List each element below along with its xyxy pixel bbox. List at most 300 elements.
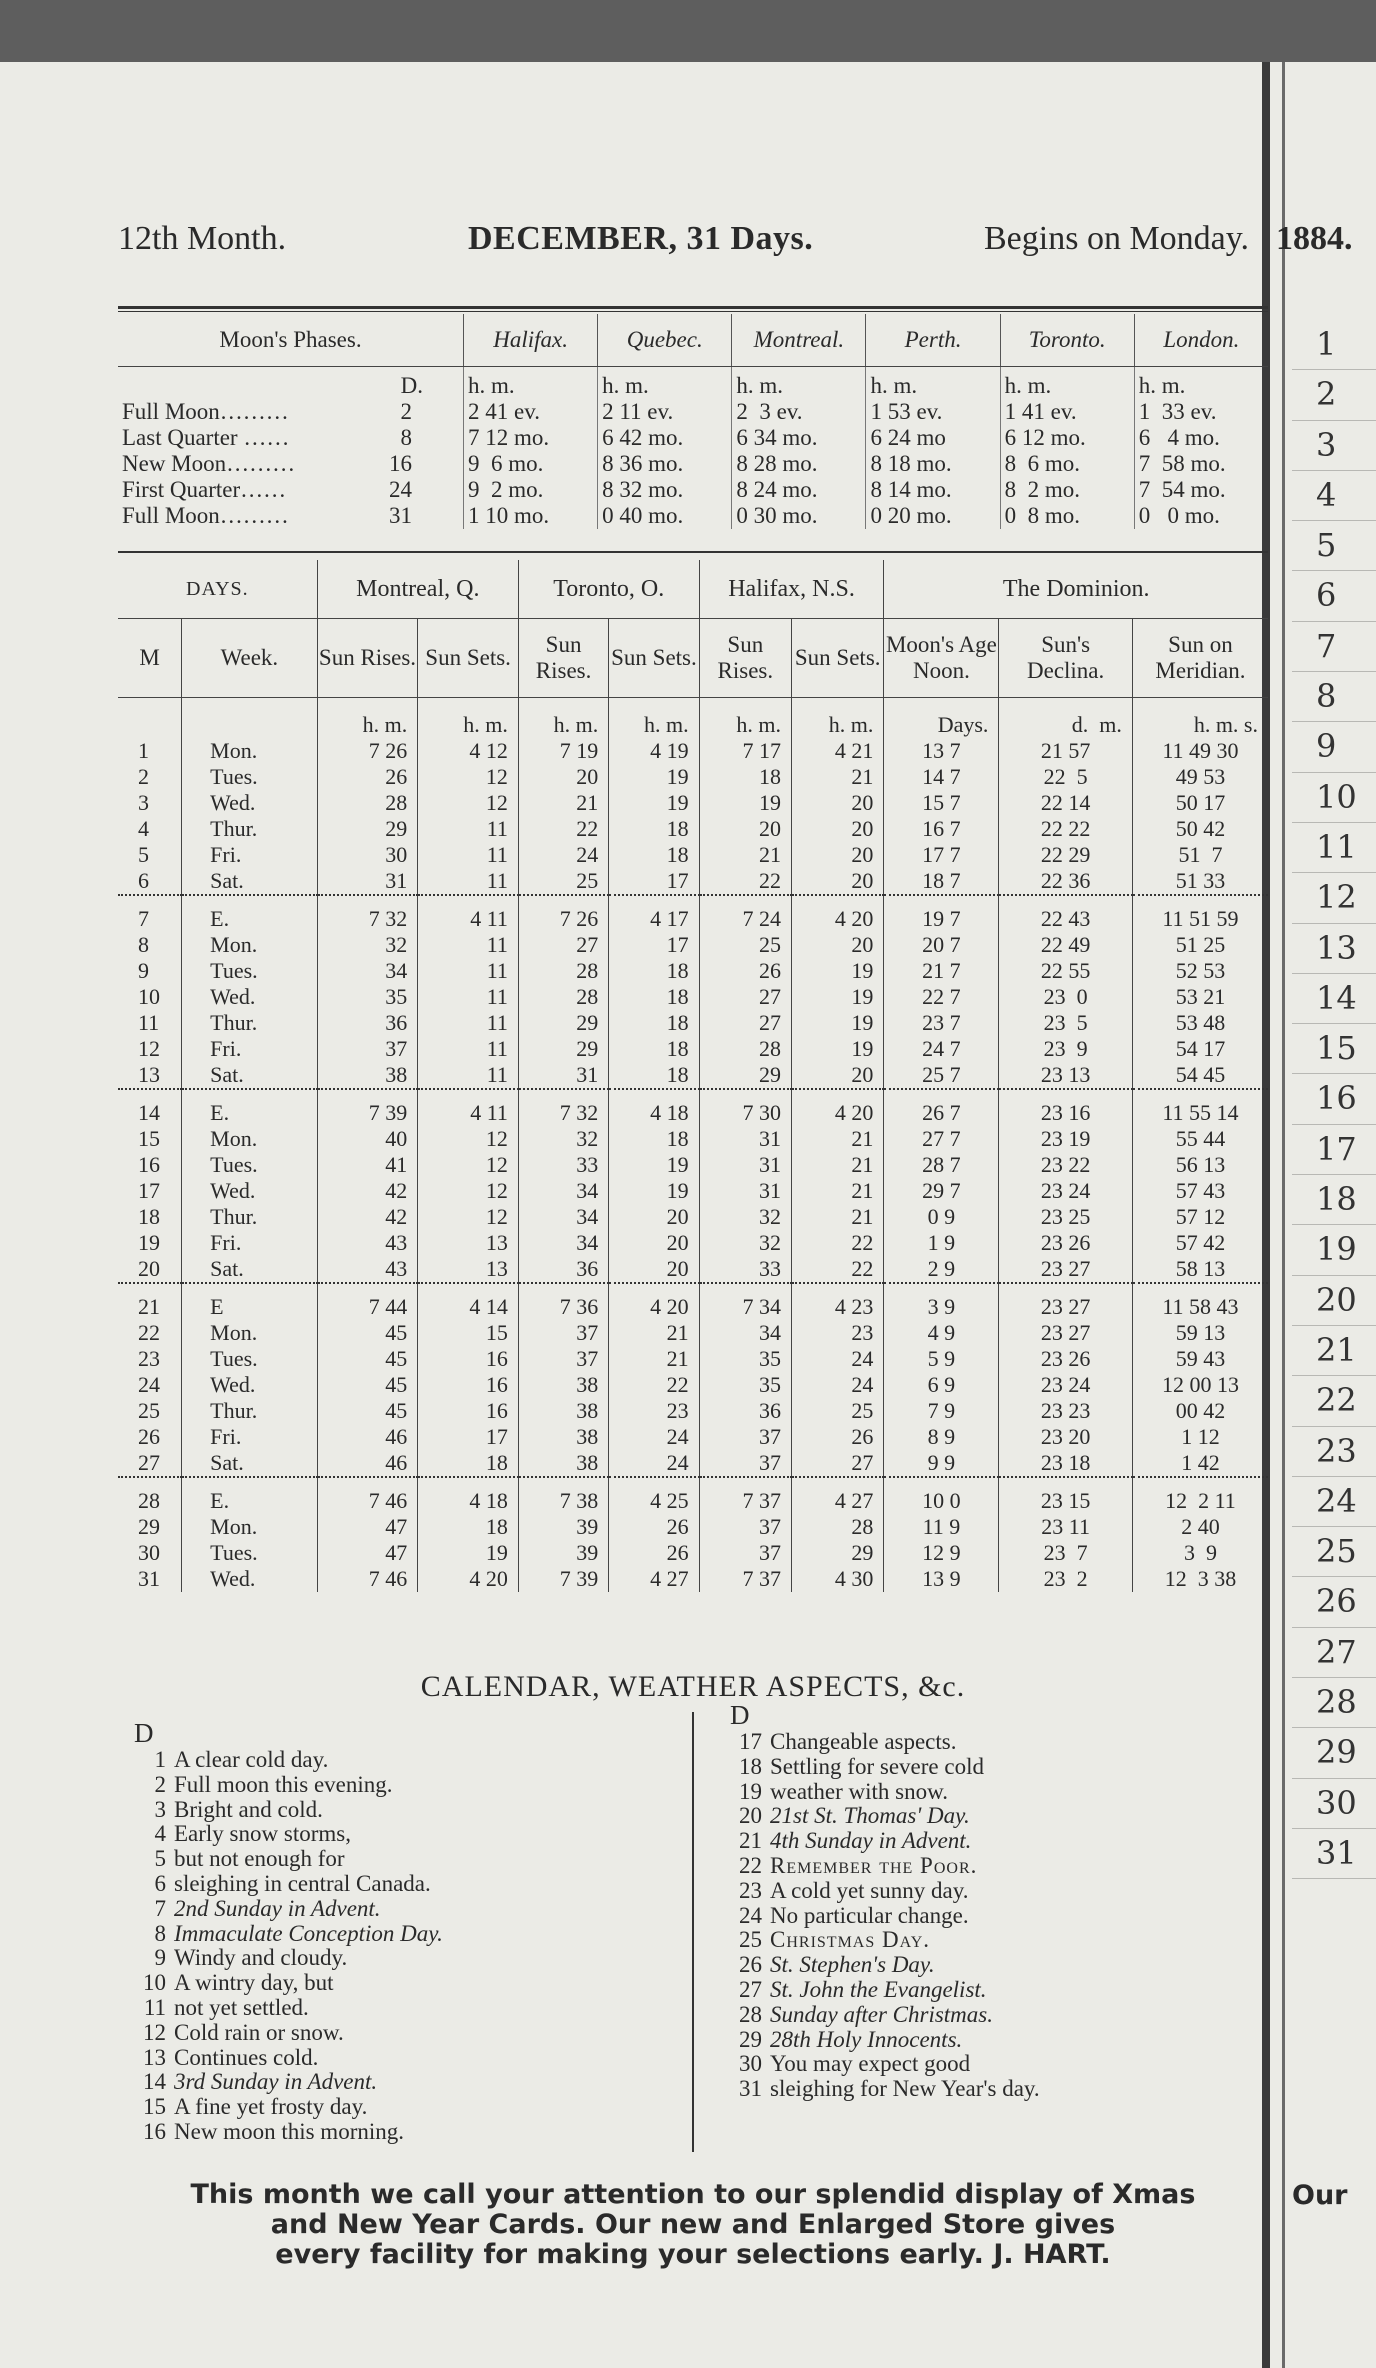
day-cell: 25 <box>699 932 791 958</box>
moon-phase-time: 1 33 ev. <box>1134 399 1268 425</box>
day-cell: 11 49 30 <box>1132 738 1268 764</box>
day-cell: 28 <box>518 984 608 1010</box>
city-perth: Perth. <box>866 314 1000 367</box>
day-cell: 28 <box>317 790 418 816</box>
day-cell: 7 19 <box>518 738 608 764</box>
ad-line-3: every facility for making your selections early. J. HART. <box>275 2239 1111 2270</box>
calendar-entry <box>134 2120 694 2145</box>
facing-page-number: 2 <box>1292 370 1376 420</box>
moon-phase-time: 7 58 mo. <box>1134 451 1268 477</box>
day-cell: 23 5 <box>999 1010 1132 1036</box>
moon-phase-cell <box>118 451 464 477</box>
calendar-text: Continues cold. <box>174 2044 319 2070</box>
calendar-text: No particular change. <box>770 1902 969 1928</box>
moon-phase-time: 8 24 mo. <box>732 477 866 503</box>
day-cell: 58 13 <box>1132 1256 1268 1283</box>
day-cell: 18 <box>418 1514 519 1540</box>
day-cell: 34 <box>699 1320 791 1346</box>
day-cell: 35 <box>699 1372 791 1398</box>
day-cell: 19 <box>138 1230 160 1255</box>
day-cell: 26 <box>609 1540 699 1566</box>
calendar-day: 29 <box>739 2026 762 2052</box>
facing-page-number: 21 <box>1292 1326 1376 1376</box>
day-cell: 27 <box>699 1010 791 1036</box>
moon-phase-time: 0 40 mo. <box>598 503 732 529</box>
day-cell: 7 26 <box>317 738 418 764</box>
day-cell: 18 <box>609 958 699 984</box>
calendar-entry <box>134 1971 694 1996</box>
day-cell: 12 <box>418 1204 519 1230</box>
ad-line-1: This month we call your attention to our splendid display of Xmas <box>190 2179 1196 2210</box>
day-cell: 24 <box>609 1450 699 1477</box>
day-cell: 19 7 <box>884 895 999 932</box>
calendar-entry <box>134 1773 694 1798</box>
moon-phase-cell <box>118 425 464 451</box>
day-cell: 23 16 <box>999 1089 1132 1126</box>
day-cell: 4 20 <box>418 1566 519 1592</box>
calendar-day: 30 <box>739 2051 762 2077</box>
day-cell: 34 <box>317 958 418 984</box>
day-cell: 20 <box>609 1204 699 1230</box>
moon-phase-name: Full Moon……… <box>122 399 289 424</box>
facing-page-numbers <box>1292 320 1376 1879</box>
day-cell: 20 <box>792 1062 884 1089</box>
calendar-entry <box>730 1904 1270 1929</box>
day-row <box>118 958 1268 984</box>
day-cell: 18 <box>418 1450 519 1477</box>
city-halifax: Halifax. <box>464 314 598 367</box>
day-cell: 57 43 <box>1132 1178 1268 1204</box>
calendar-text: Remember the Poor. <box>770 1852 978 1878</box>
day-cell: 19 <box>609 790 699 816</box>
moon-phase-time: 1 53 ev. <box>866 399 1000 425</box>
day-cell: 2 <box>138 764 149 789</box>
calendar-entry <box>730 1953 1270 1978</box>
day-cell: 29 <box>792 1540 884 1566</box>
facing-page-number: 11 <box>1292 823 1376 873</box>
day-cell: 4 25 <box>609 1477 699 1514</box>
calendar-entry <box>730 1755 1270 1780</box>
day-row <box>118 842 1268 868</box>
day-cell: 20 <box>609 1230 699 1256</box>
calendar-text: You may expect good <box>770 2051 971 2077</box>
calendar-entry <box>134 1748 694 1773</box>
day-cell: 59 13 <box>1132 1320 1268 1346</box>
day-cell: 16 <box>138 1152 160 1177</box>
day-cell: 20 <box>518 764 608 790</box>
day-cell: 18 <box>138 1204 160 1229</box>
day-cell: 5 9 <box>884 1346 999 1372</box>
calendar-entry <box>730 2003 1270 2028</box>
days-unit-cell: h. m. <box>699 698 791 739</box>
calendar-text: 3rd Sunday in Advent. <box>174 2069 378 2095</box>
day-cell: 4 30 <box>792 1566 884 1592</box>
day-cell: 13 <box>418 1256 519 1283</box>
days-unit-cell: h. m. <box>609 698 699 739</box>
day-cell: 35 <box>699 1346 791 1372</box>
day-cell: 22 43 <box>999 895 1132 932</box>
advertisement <box>118 2180 1268 2270</box>
day-cell: 16 <box>418 1346 519 1372</box>
facing-page-number: 30 <box>1292 1779 1376 1829</box>
day-cell: 3 9 <box>884 1283 999 1320</box>
day-cell: 00 42 <box>1132 1398 1268 1424</box>
day-cell: 56 13 <box>1132 1152 1268 1178</box>
day-cell: 7 46 <box>317 1566 418 1592</box>
day-cell: 23 <box>609 1398 699 1424</box>
day-cell: 14 7 <box>884 764 999 790</box>
day-cell: 22 55 <box>999 958 1132 984</box>
moon-phase-time: 0 8 mo. <box>1000 503 1134 529</box>
day-cell: 46 <box>317 1424 418 1450</box>
day-cell: 22 49 <box>999 932 1132 958</box>
day-cell: 12 <box>418 1126 519 1152</box>
calendar-day: 28 <box>739 2001 762 2027</box>
moon-phase-row <box>118 451 1268 477</box>
day-row <box>118 1089 1268 1126</box>
day-cell: 12 <box>418 764 519 790</box>
facing-page-number: 15 <box>1292 1024 1376 1074</box>
moon-phase-row <box>118 399 1268 425</box>
day-cell: 24 <box>609 1424 699 1450</box>
day-cell: 22 <box>792 1230 884 1256</box>
facing-page-number: 10 <box>1292 773 1376 823</box>
calendar-entry <box>134 1872 694 1897</box>
day-cell: 23 20 <box>999 1424 1132 1450</box>
calendar-day: 14 <box>143 2069 166 2095</box>
facing-page-number: 9 <box>1292 722 1376 772</box>
day-cell: 21 <box>609 1320 699 1346</box>
calendar-entry <box>134 1847 694 1872</box>
calendar-entry <box>134 2095 694 2120</box>
moon-phase-time: 1 10 mo. <box>464 503 598 529</box>
moon-phases-header-row <box>118 314 1268 367</box>
moon-phase-time: 8 36 mo. <box>598 451 732 477</box>
day-cell: 11 <box>418 932 519 958</box>
day-cell: 28 <box>792 1514 884 1540</box>
day-cell: 1 9 <box>884 1230 999 1256</box>
day-cell: 25 <box>792 1398 884 1424</box>
day-cell: 23 13 <box>999 1062 1132 1089</box>
day-cell: 22 <box>699 868 791 895</box>
day-cell: 37 <box>518 1320 608 1346</box>
day-cell: 45 <box>317 1346 418 1372</box>
day-row <box>118 816 1268 842</box>
moon-phase-row <box>118 503 1268 529</box>
day-row <box>118 1514 1268 1540</box>
day-cell: 45 <box>317 1372 418 1398</box>
day-cell: 12 9 <box>884 1540 999 1566</box>
day-cell: 13 <box>138 1062 160 1087</box>
day-cell: 27 <box>792 1450 884 1477</box>
days-col-header: Sun Rises. <box>518 619 608 698</box>
header-rule-thin <box>118 311 1268 312</box>
day-cell: 11 55 14 <box>1132 1089 1268 1126</box>
day-cell: 18 <box>609 816 699 842</box>
day-cell: 38 <box>518 1398 608 1424</box>
day-cell: 32 <box>518 1126 608 1152</box>
day-row <box>118 1126 1268 1152</box>
day-cell: 34 <box>518 1178 608 1204</box>
day-row <box>118 1283 1268 1320</box>
days-unit-cell <box>118 698 182 739</box>
group-halifax: Halifax, N.S. <box>699 560 884 619</box>
day-cell: 20 <box>699 816 791 842</box>
day-cell: 13 <box>418 1230 519 1256</box>
day-cell: 21 <box>792 1204 884 1230</box>
calendar-day: 12 <box>143 2019 166 2045</box>
day-cell: Wed. <box>182 1566 318 1592</box>
facing-page-number: 3 <box>1292 421 1376 471</box>
facing-page-number: 22 <box>1292 1376 1376 1426</box>
day-cell: Thur. <box>182 816 318 842</box>
moon-phase-name: Full Moon……… <box>122 503 289 528</box>
day-cell: 17 <box>609 868 699 895</box>
day-cell: 15 <box>418 1320 519 1346</box>
day-cell: 20 7 <box>884 932 999 958</box>
day-cell: 18 <box>609 1036 699 1062</box>
day-cell: 37 <box>518 1346 608 1372</box>
days-unit-cell: h. m. <box>518 698 608 739</box>
facing-page-number: 20 <box>1292 1276 1376 1326</box>
day-cell: 18 <box>609 1062 699 1089</box>
day-cell: 24 <box>792 1372 884 1398</box>
day-cell: 30 <box>138 1540 160 1565</box>
group-toronto: Toronto, O. <box>518 560 699 619</box>
day-cell: 23 7 <box>999 1540 1132 1566</box>
day-cell: 27 <box>518 932 608 958</box>
day-cell: 23 26 <box>999 1230 1132 1256</box>
year: 1884. <box>1276 220 1353 257</box>
day-cell: 11 <box>418 1062 519 1089</box>
day-cell: 7 <box>118 895 182 932</box>
day-cell: Wed. <box>182 790 318 816</box>
day-cell: 5 <box>138 842 149 867</box>
day-cell: 22 14 <box>999 790 1132 816</box>
day-cell: 15 <box>138 1126 160 1151</box>
day-cell: 7 34 <box>699 1283 791 1320</box>
calendar-day: 24 <box>739 1902 762 1928</box>
day-cell: 12 <box>418 1178 519 1204</box>
moon-phase-cell <box>118 503 464 529</box>
calendar-text: sleighing in central Canada. <box>174 1870 431 1896</box>
day-cell: 20 <box>792 932 884 958</box>
day-cell: 16 7 <box>884 816 999 842</box>
moon-phase-day: 31 <box>389 503 412 528</box>
day-cell: 26 <box>609 1514 699 1540</box>
day-cell: 4 20 <box>792 895 884 932</box>
month-title: DECEMBER, 31 Days. <box>468 220 814 257</box>
day-cell: 46 <box>317 1450 418 1477</box>
days-col-header: Sun Sets. <box>609 619 699 698</box>
day-cell: 18 <box>699 764 791 790</box>
day-cell: 14 <box>118 1089 182 1126</box>
moon-phase-day: 24 <box>389 477 412 502</box>
day-cell: Mon. <box>182 1514 318 1540</box>
facing-page-number: 4 <box>1292 471 1376 521</box>
page-header <box>118 220 1353 270</box>
day-cell: 27 7 <box>884 1126 999 1152</box>
days-column-headers <box>118 619 1268 698</box>
calendar-text: Early snow storms, <box>174 1821 351 1847</box>
header-rule <box>118 306 1268 309</box>
day-cell: Sat. <box>182 868 318 895</box>
day-cell: 18 <box>609 984 699 1010</box>
day-cell: E <box>182 1283 318 1320</box>
day-cell: Fri. <box>182 842 318 868</box>
day-cell: 21 <box>792 1178 884 1204</box>
day-row <box>118 868 1268 895</box>
facing-page-number: 5 <box>1292 521 1376 571</box>
day-cell: 19 <box>792 958 884 984</box>
day-cell: 43 <box>317 1256 418 1283</box>
day-cell: 52 53 <box>1132 958 1268 984</box>
day-cell: 47 <box>317 1514 418 1540</box>
day-cell: 37 <box>699 1424 791 1450</box>
day-cell: Tues. <box>182 1540 318 1566</box>
facing-page-number: 1 <box>1292 320 1376 370</box>
moon-phase-time: 8 6 mo. <box>1000 451 1134 477</box>
days-unit-cell: d. m. <box>999 698 1132 739</box>
day-cell: 17 7 <box>884 842 999 868</box>
calendar-text: weather with snow. <box>770 1778 948 1804</box>
day-cell: 23 <box>138 1346 160 1371</box>
calendar-text: 4th Sunday in Advent. <box>770 1828 972 1854</box>
day-cell: 8 9 <box>884 1424 999 1450</box>
day-row <box>118 1477 1268 1514</box>
day-cell: 31 <box>699 1178 791 1204</box>
day-row <box>118 1062 1268 1089</box>
day-cell: 17 <box>609 932 699 958</box>
calendar-day: 25 <box>739 1927 762 1953</box>
calendar-text: Sunday after Christmas. <box>770 2001 993 2027</box>
day-cell: 12 <box>418 1152 519 1178</box>
day-cell: 53 21 <box>1132 984 1268 1010</box>
calendar-text: 28th Holy Innocents. <box>770 2026 963 2052</box>
day-cell: 26 <box>792 1424 884 1450</box>
day-row <box>118 1152 1268 1178</box>
day-cell: 7 39 <box>317 1089 418 1126</box>
day-cell: 36 <box>518 1256 608 1283</box>
city-toronto: Toronto. <box>1000 314 1134 367</box>
moon-table-rule <box>118 551 1268 553</box>
day-cell: Tues. <box>182 1152 318 1178</box>
day-cell: 17 <box>138 1178 160 1203</box>
day-cell: Fri. <box>182 1230 318 1256</box>
day-cell: 21 <box>792 764 884 790</box>
day-cell: Tues. <box>182 1346 318 1372</box>
day-cell: 1 <box>138 738 149 763</box>
moon-phase-time: 6 42 mo. <box>598 425 732 451</box>
calendar-day: 11 <box>143 1994 166 2020</box>
day-cell: 31 <box>699 1152 791 1178</box>
day-cell: Sat. <box>182 1256 318 1283</box>
day-cell: 57 42 <box>1132 1230 1268 1256</box>
group-dominion: The Dominion. <box>884 560 1268 619</box>
moon-phases-table <box>118 314 1268 529</box>
facing-page-number: 17 <box>1292 1125 1376 1175</box>
day-cell: 32 <box>317 932 418 958</box>
day-cell: Fri. <box>182 1424 318 1450</box>
day-cell: Thur. <box>182 1398 318 1424</box>
calendar-day: 31 <box>739 2076 762 2102</box>
day-cell: 29 <box>518 1036 608 1062</box>
calendar-text: Cold rain or snow. <box>174 2019 344 2045</box>
day-row <box>118 1424 1268 1450</box>
calendar-title: CALENDAR, WEATHER ASPECTS, &c. <box>420 1670 966 1703</box>
calendar-day: 6 <box>154 1870 166 1896</box>
calendar-text: St. John the Evangelist. <box>770 1976 987 2002</box>
calendar-day: 19 <box>739 1778 762 1804</box>
moon-phase-time: 0 0 mo. <box>1134 503 1268 529</box>
day-cell: 11 <box>418 1010 519 1036</box>
day-cell: 29 <box>518 1010 608 1036</box>
day-cell: 40 <box>317 1126 418 1152</box>
day-cell: 11 <box>138 1010 160 1035</box>
moon-phase-time: 8 2 mo. <box>1000 477 1134 503</box>
day-cell: Mon. <box>182 1126 318 1152</box>
book-spine-edge <box>1282 62 1285 2368</box>
day-cell: 26 <box>138 1424 160 1449</box>
calendar-text: Christmas Day. <box>770 1927 930 1953</box>
day-cell: 31 <box>317 868 418 895</box>
calendar-entry <box>134 1897 694 1922</box>
day-cell: 22 22 <box>999 816 1132 842</box>
day-cell: 4 17 <box>609 895 699 932</box>
calendar-entry <box>730 2077 1270 2102</box>
calendar-entry <box>730 1879 1270 1904</box>
day-cell: 11 <box>418 816 519 842</box>
day-cell: 17 <box>418 1424 519 1450</box>
calendar-entry <box>730 1730 1270 1755</box>
day-cell: Tues. <box>182 764 318 790</box>
days-col-header: Sun Sets. <box>418 619 519 698</box>
day-cell: 45 <box>317 1398 418 1424</box>
day-cell: 36 <box>699 1398 791 1424</box>
day-cell: 4 11 <box>418 895 519 932</box>
day-cell: 37 <box>699 1540 791 1566</box>
moon-unit-time: h. m. <box>1134 367 1268 400</box>
calendar-text: Immaculate Conception Day. <box>174 1920 443 1946</box>
day-cell: 4 18 <box>609 1089 699 1126</box>
day-cell: 35 <box>317 984 418 1010</box>
day-cell: 3 <box>138 790 149 815</box>
calendar-day: 22 <box>739 1852 762 1878</box>
moon-unit-time: h. m. <box>598 367 732 400</box>
day-cell: 21 57 <box>999 738 1132 764</box>
facing-page-number: 13 <box>1292 924 1376 974</box>
day-cell: 20 <box>792 816 884 842</box>
calendar-text: not yet settled. <box>174 1994 309 2020</box>
moon-phase-time: 8 28 mo. <box>732 451 866 477</box>
moon-phase-time: 2 3 ev. <box>732 399 866 425</box>
day-cell: 19 <box>418 1540 519 1566</box>
day-cell: 33 <box>699 1256 791 1283</box>
day-cell: 23 9 <box>999 1036 1132 1062</box>
day-cell: 13 7 <box>884 738 999 764</box>
day-cell: 21 <box>118 1283 182 1320</box>
day-cell: 19 <box>609 1178 699 1204</box>
day-cell: 12 <box>138 1036 160 1061</box>
calendar-day: 23 <box>739 1877 762 1903</box>
moon-phase-time: 9 6 mo. <box>464 451 598 477</box>
day-cell: 39 <box>518 1514 608 1540</box>
day-cell: 32 <box>699 1230 791 1256</box>
day-row <box>118 790 1268 816</box>
day-cell: 23 22 <box>999 1152 1132 1178</box>
day-cell: 7 32 <box>317 895 418 932</box>
days-col-header: Sun's Declina. <box>999 619 1132 698</box>
